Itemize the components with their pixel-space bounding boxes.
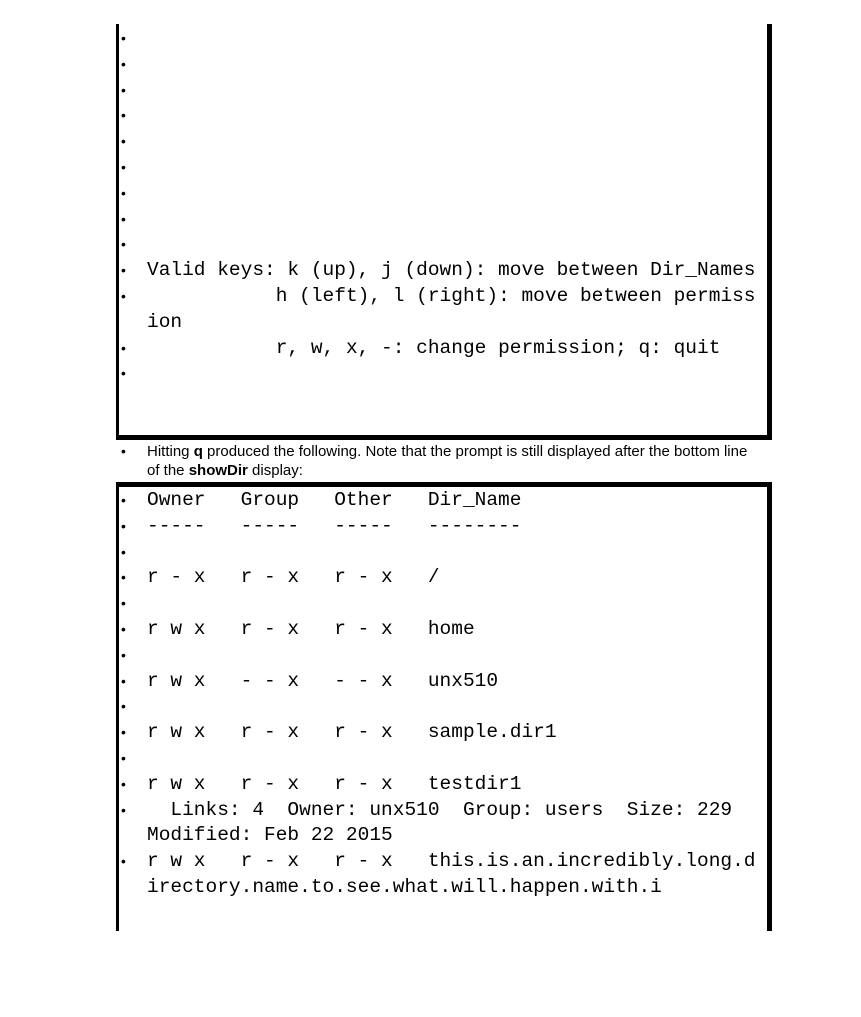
terminal-line — [119, 746, 767, 772]
terminal-line — [119, 52, 767, 78]
note-paragraph — [121, 442, 757, 480]
terminal-lines — [119, 487, 767, 901]
dir-entry: • r w x - - x - - x unx510 — [119, 669, 767, 695]
separator-line: • ----- ----- ----- -------- — [119, 514, 767, 540]
terminal-line — [119, 540, 767, 566]
terminal-line — [119, 78, 767, 104]
dir-entry: • r w x r - x r - x home — [119, 617, 767, 643]
header-line: • Owner Group Other Dir_Name — [119, 488, 767, 514]
note-text: display: — [247, 462, 303, 479]
valid-keys-line: • Valid keys: k (up), j (down): move between Dir_Names — [119, 258, 767, 284]
dir-entry: • r w x r - x r - x this.is.an.incredibly.long.directory.name.to.see.what.will.happen.with.i — [119, 849, 767, 901]
note-text: produced the following. Note that the prompt is still displayed after the bottom line of the — [147, 443, 748, 479]
valid-keys-line: • h (left), l (right): move between permission — [119, 284, 767, 336]
dir-entry: • r w x r - x r - x sample.dir1 — [119, 720, 767, 746]
terminal-line — [119, 207, 767, 233]
terminal-line — [119, 232, 767, 258]
terminal-line — [119, 643, 767, 669]
note-command: showDir — [188, 462, 248, 479]
terminal-line — [119, 591, 767, 617]
terminal-box-bottom — [116, 482, 772, 931]
terminal-line — [119, 361, 767, 387]
dir-entry: • r - x r - x r - x / — [119, 565, 767, 591]
terminal-line — [119, 26, 767, 52]
note-key: q — [193, 443, 203, 460]
terminal-line — [119, 694, 767, 720]
dir-details: • Links: 4 Owner: unx510 Group: users Size: 229 Modified: Feb 22 2015 — [119, 798, 767, 850]
valid-keys-line: • r, w, x, -: change permission; q: quit — [119, 336, 767, 362]
bullet-icon: • — [121, 443, 126, 459]
dir-entry: • r w x r - x r - x testdir1 — [119, 772, 767, 798]
terminal-line — [119, 155, 767, 181]
note-text: Hitting — [147, 443, 194, 460]
terminal-line — [119, 181, 767, 207]
terminal-lines — [119, 24, 767, 387]
terminal-box-top — [116, 24, 772, 440]
terminal-line — [119, 103, 767, 129]
terminal-line — [119, 129, 767, 155]
